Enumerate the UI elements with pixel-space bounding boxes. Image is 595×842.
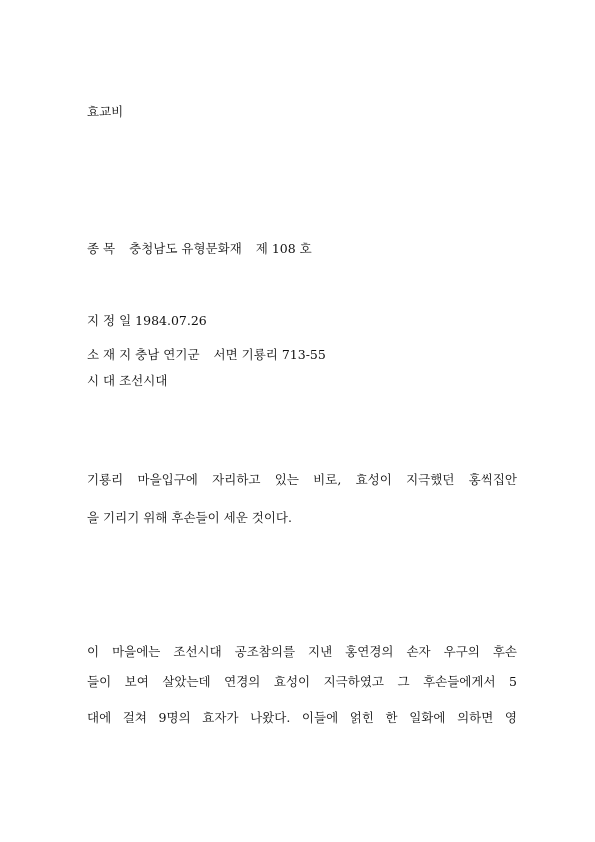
paragraph-2-line-2: 들이 보여 살았는데 연경의 효성이 지극하였고 그 후손들에게서 5 [87, 674, 517, 689]
document-title: 효교비 [87, 104, 124, 119]
designated-date-row [87, 313, 207, 329]
paragraph-2-line-1: 이 마을에는 조선시대 공조참의를 지낸 홍연경의 손자 우구의 후손 [87, 644, 517, 659]
designation-label: 종 목 [87, 241, 116, 256]
designated-date-label: 지 정 일 [87, 313, 132, 328]
designation-value: 충청남도 유형문화재 [129, 241, 242, 256]
era-row [87, 373, 167, 389]
designated-date-value: 1984.07.26 [135, 313, 207, 328]
paragraph-2-line-3: 대에 걸쳐 9명의 효자가 나왔다. 이들에 얽힌 한 일화에 의하면 영 [87, 710, 517, 725]
paragraph-1-end [87, 510, 517, 526]
era-label: 시 대 [87, 373, 116, 388]
era-value: 조선시대 [119, 373, 168, 388]
paragraph-1 [87, 472, 517, 488]
paragraph-2-cont-2 [87, 710, 517, 726]
location-value-part2: 서면 기룡리 713-55 [213, 347, 326, 362]
location-label: 소 재 지 [87, 347, 132, 362]
location-value-part1: 충남 연기군 [135, 347, 200, 362]
paragraph-1-line-2: 을 기리기 위해 후손들이 세운 것이다. [87, 510, 292, 525]
designation-number: 제 108 호 [255, 241, 312, 256]
paragraph-2 [87, 644, 517, 660]
paragraph-1-line-1: 기룡리 마을입구에 자리하고 있는 비로, 효성이 지극했던 홍씩집안 [87, 472, 517, 487]
paragraph-2-cont [87, 674, 517, 690]
location-row [87, 347, 326, 363]
designation-row [87, 241, 312, 257]
